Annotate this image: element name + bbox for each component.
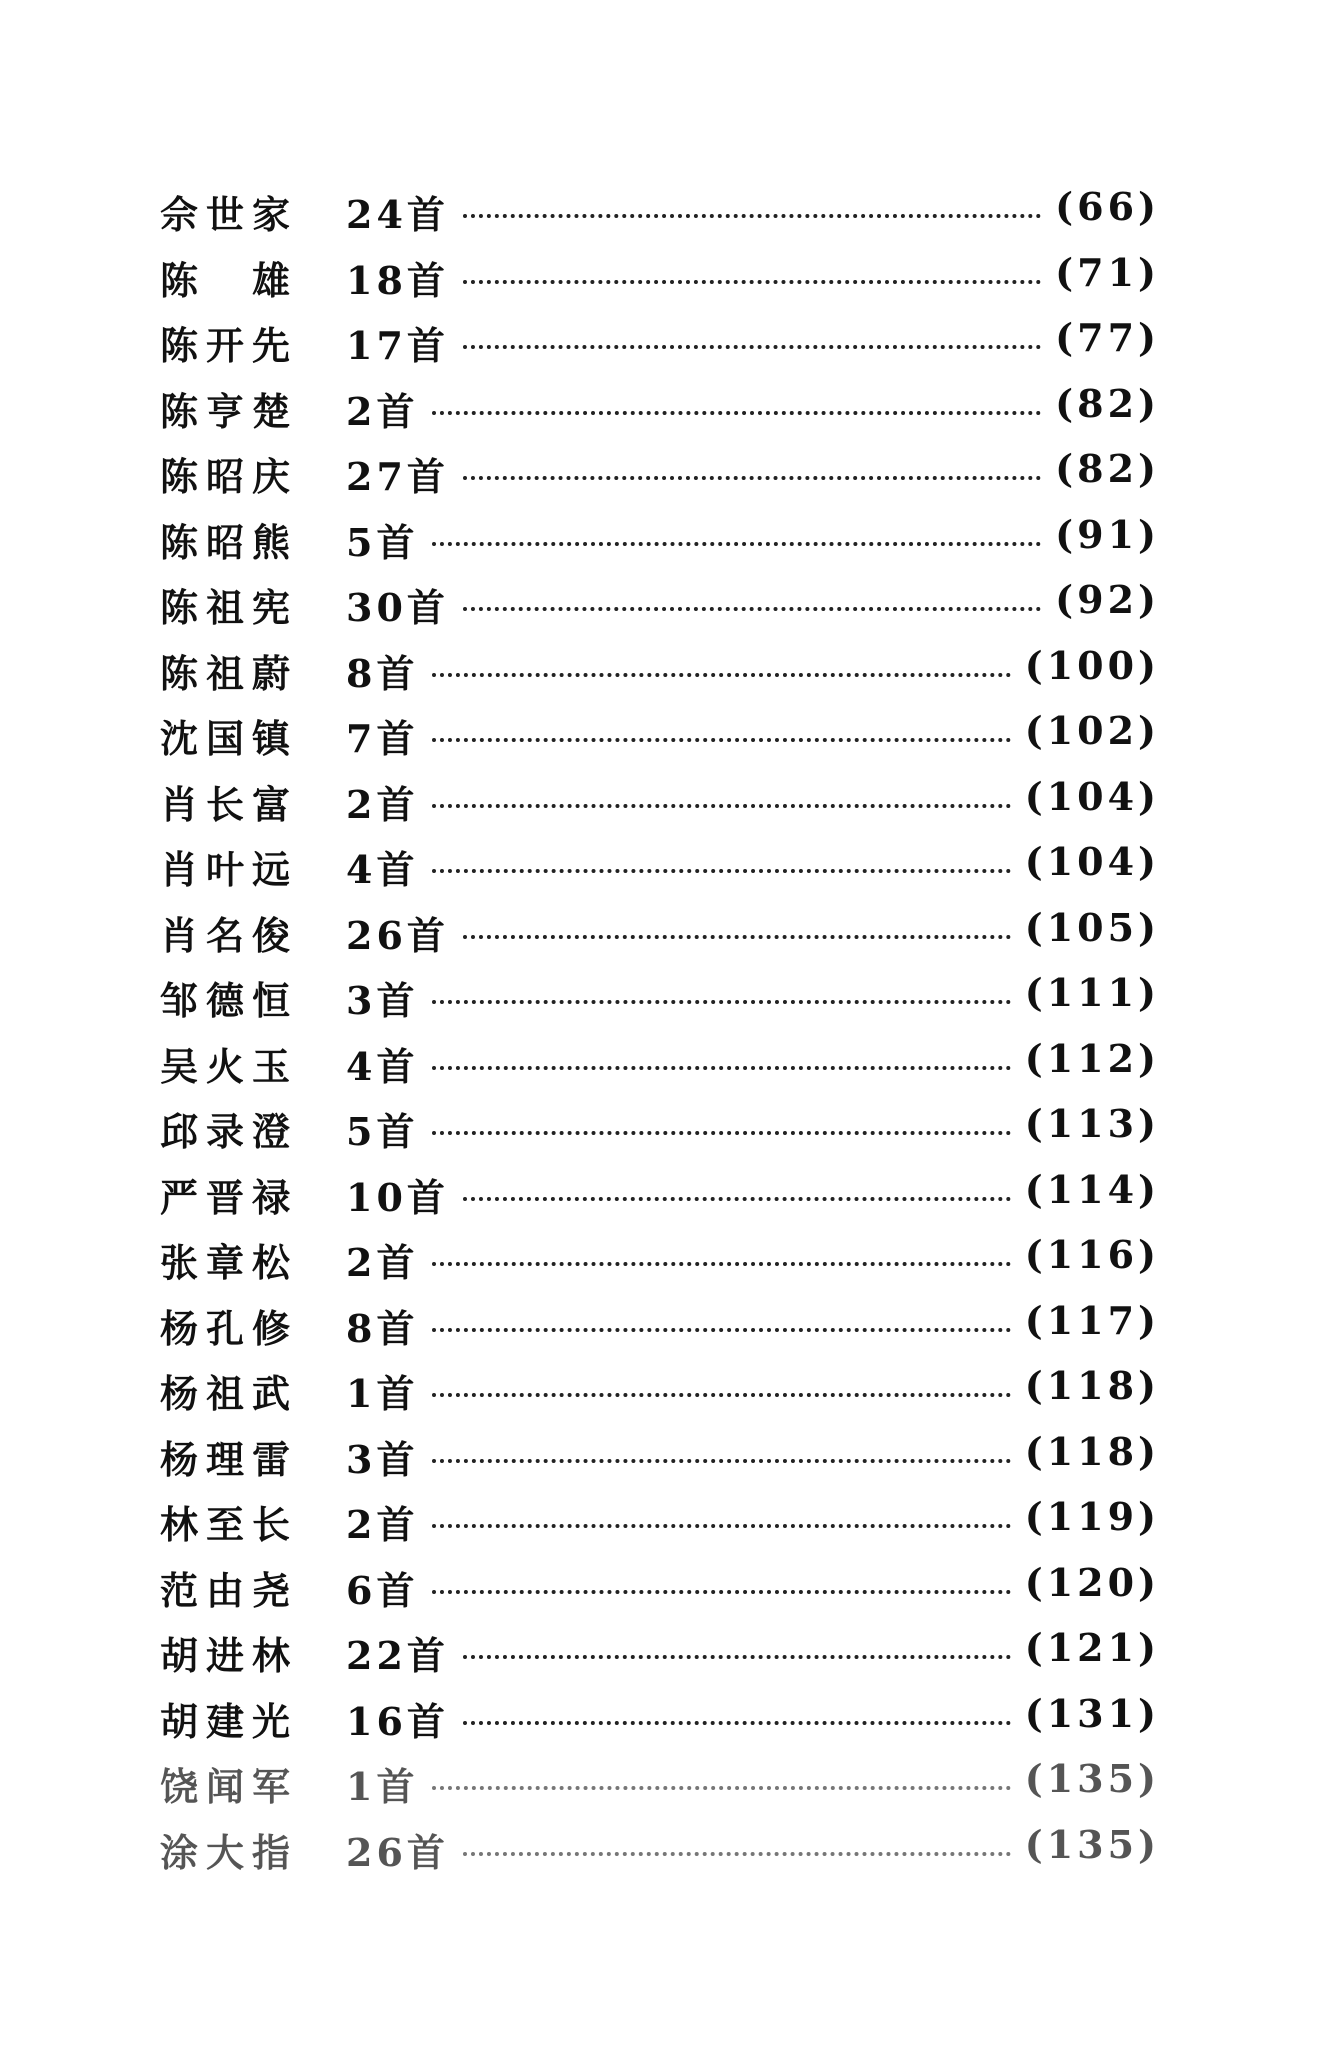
toc-entry bbox=[160, 571, 1160, 637]
author-name: 陈 雄 bbox=[160, 257, 299, 303]
author-name: 吴火玉 bbox=[160, 1043, 299, 1089]
page-number: (100) bbox=[1024, 642, 1160, 688]
poem-count: 7首 bbox=[346, 716, 419, 761]
dot-leader bbox=[432, 1131, 1011, 1135]
dot-leader bbox=[432, 673, 1011, 677]
dot-leader bbox=[432, 1459, 1011, 1463]
author-name: 陈祖宪 bbox=[160, 585, 299, 630]
page-number: (118) bbox=[1024, 1428, 1160, 1474]
page-number: (104) bbox=[1024, 773, 1160, 819]
toc-entry bbox=[160, 244, 1160, 310]
poem-count: 3首 bbox=[346, 978, 419, 1023]
author-name: 严晋禄 bbox=[160, 1174, 299, 1220]
author-name: 杨祖武 bbox=[160, 1371, 299, 1416]
author-name: 杨理雷 bbox=[160, 1436, 299, 1482]
dot-leader bbox=[463, 476, 1041, 480]
dot-leader bbox=[432, 1590, 1011, 1594]
author-name: 林至长 bbox=[160, 1502, 299, 1547]
poem-count: 1首 bbox=[346, 1764, 419, 1809]
toc-entry bbox=[160, 506, 1160, 572]
poem-count: 10首 bbox=[346, 1174, 449, 1220]
page-number: (77) bbox=[1055, 315, 1160, 360]
dot-leader bbox=[432, 542, 1041, 546]
dot-leader bbox=[432, 738, 1011, 742]
poem-count: 2首 bbox=[346, 1240, 419, 1285]
dot-leader bbox=[463, 1721, 1011, 1725]
poem-count: 17首 bbox=[346, 323, 449, 368]
author-name: 陈祖蔚 bbox=[160, 650, 299, 696]
dot-leader bbox=[432, 1393, 1011, 1397]
page-number: (66) bbox=[1055, 184, 1160, 229]
poem-count: 5首 bbox=[346, 519, 419, 565]
dot-leader bbox=[463, 280, 1041, 284]
page-number: (119) bbox=[1024, 1494, 1160, 1539]
page-number: (104) bbox=[1024, 839, 1160, 884]
page-number: (92) bbox=[1055, 577, 1160, 622]
poem-count: 5首 bbox=[346, 1109, 419, 1154]
poem-count: 2首 bbox=[346, 388, 419, 434]
poem-count: 16首 bbox=[346, 1698, 449, 1744]
author-name: 陈昭熊 bbox=[160, 519, 299, 565]
page-number: (118) bbox=[1024, 1363, 1160, 1408]
toc-entry bbox=[160, 702, 1160, 768]
author-name: 邹德恒 bbox=[160, 978, 299, 1023]
poem-count: 2首 bbox=[346, 1502, 419, 1547]
page-number: (102) bbox=[1024, 708, 1160, 753]
poem-count: 26首 bbox=[346, 1829, 449, 1875]
dot-leader bbox=[432, 804, 1011, 808]
poem-count: 3首 bbox=[346, 1436, 419, 1482]
poem-count: 4首 bbox=[346, 847, 419, 892]
toc-entry bbox=[160, 1685, 1160, 1751]
poem-count: 1首 bbox=[346, 1371, 419, 1416]
toc-entry bbox=[160, 899, 1160, 965]
toc-entry bbox=[160, 1816, 1160, 1882]
author-name: 佘世家 bbox=[160, 192, 299, 237]
dot-leader bbox=[463, 1655, 1011, 1659]
poem-count: 22首 bbox=[346, 1633, 449, 1678]
dot-leader bbox=[432, 1066, 1011, 1070]
toc-entry bbox=[160, 1357, 1160, 1423]
table-of-contents bbox=[160, 178, 1160, 1881]
poem-count: 6首 bbox=[346, 1567, 419, 1613]
dot-leader bbox=[463, 1852, 1011, 1856]
page-number: (135) bbox=[1024, 1821, 1160, 1867]
dot-leader bbox=[463, 214, 1041, 218]
toc-entry bbox=[160, 1750, 1160, 1816]
author-name: 陈昭庆 bbox=[160, 454, 299, 499]
author-name: 陈亨楚 bbox=[160, 388, 299, 434]
dot-leader bbox=[432, 1000, 1011, 1004]
dot-leader bbox=[463, 1197, 1011, 1201]
author-name: 肖长富 bbox=[160, 781, 299, 827]
page-number: (71) bbox=[1055, 249, 1160, 295]
author-name: 肖名俊 bbox=[160, 912, 299, 958]
page-number: (82) bbox=[1055, 380, 1160, 426]
poem-count: 8首 bbox=[346, 1305, 419, 1351]
author-name: 胡进林 bbox=[160, 1633, 299, 1678]
page-number: (91) bbox=[1055, 511, 1160, 557]
toc-entry bbox=[160, 1554, 1160, 1620]
author-name: 邱录澄 bbox=[160, 1109, 299, 1154]
toc-entry bbox=[160, 833, 1160, 899]
toc-entry bbox=[160, 1488, 1160, 1554]
author-name: 胡建光 bbox=[160, 1698, 299, 1744]
dot-leader bbox=[432, 1262, 1011, 1266]
poem-count: 4首 bbox=[346, 1043, 419, 1089]
poem-count: 24首 bbox=[346, 192, 449, 237]
author-name: 杨孔修 bbox=[160, 1305, 299, 1351]
dot-leader bbox=[432, 411, 1041, 415]
page-number: (111) bbox=[1024, 970, 1160, 1015]
poem-count: 30首 bbox=[346, 585, 449, 630]
toc-entry bbox=[160, 1619, 1160, 1685]
dot-leader bbox=[463, 935, 1011, 939]
page-number: (120) bbox=[1024, 1559, 1160, 1605]
toc-entry bbox=[160, 1030, 1160, 1096]
dot-leader bbox=[432, 1524, 1011, 1528]
author-name: 范由尧 bbox=[160, 1567, 299, 1613]
toc-entry bbox=[160, 1095, 1160, 1161]
dot-leader bbox=[432, 1786, 1011, 1790]
page-number: (114) bbox=[1024, 1166, 1160, 1212]
poem-count: 27首 bbox=[346, 454, 449, 499]
toc-entry bbox=[160, 309, 1160, 375]
poem-count: 8首 bbox=[346, 650, 419, 696]
toc-entry bbox=[160, 637, 1160, 703]
toc-entry bbox=[160, 1423, 1160, 1489]
poem-count: 18首 bbox=[346, 257, 449, 303]
author-name: 陈开先 bbox=[160, 323, 299, 368]
author-name: 肖叶远 bbox=[160, 847, 299, 892]
toc-entry bbox=[160, 440, 1160, 506]
page-number: (82) bbox=[1055, 446, 1160, 491]
page-number: (135) bbox=[1024, 1756, 1160, 1801]
page-number: (113) bbox=[1024, 1101, 1160, 1146]
author-name: 饶闻军 bbox=[160, 1764, 299, 1809]
dot-leader bbox=[463, 607, 1041, 611]
dot-leader bbox=[432, 869, 1011, 873]
toc-entry bbox=[160, 1226, 1160, 1292]
toc-entry bbox=[160, 964, 1160, 1030]
page-number: (131) bbox=[1024, 1690, 1160, 1736]
dot-leader bbox=[432, 1328, 1011, 1332]
page-number: (105) bbox=[1024, 904, 1160, 950]
dot-leader bbox=[463, 345, 1041, 349]
toc-entry bbox=[160, 768, 1160, 834]
page-number: (112) bbox=[1024, 1035, 1160, 1081]
toc-entry bbox=[160, 1292, 1160, 1358]
author-name: 沈国镇 bbox=[160, 716, 299, 761]
toc-entry bbox=[160, 375, 1160, 441]
author-name: 涂大指 bbox=[160, 1829, 299, 1875]
toc-entry bbox=[160, 1161, 1160, 1227]
author-name: 张章松 bbox=[160, 1240, 299, 1285]
page-number: (116) bbox=[1024, 1232, 1160, 1277]
poem-count: 26首 bbox=[346, 912, 449, 958]
page-number: (121) bbox=[1024, 1625, 1160, 1670]
toc-entry bbox=[160, 178, 1160, 244]
page-number: (117) bbox=[1024, 1297, 1160, 1343]
poem-count: 2首 bbox=[346, 781, 419, 827]
